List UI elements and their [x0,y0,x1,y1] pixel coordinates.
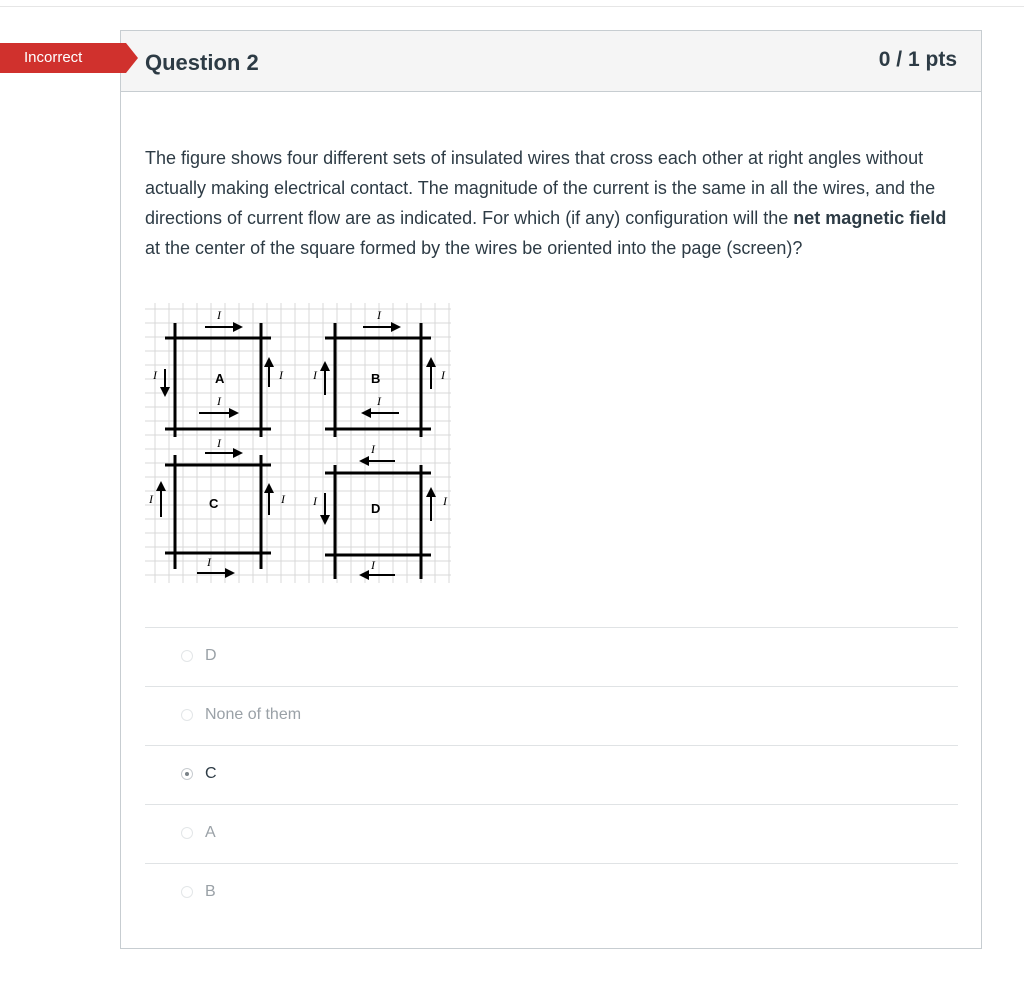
panel-a-label: A [215,371,225,386]
radio-button[interactable] [181,709,193,721]
current-label-b-left: I [313,368,317,382]
top-divider [0,6,1024,7]
question-header [121,31,981,92]
answer-option[interactable] [145,804,958,863]
radio-button[interactable] [181,650,193,662]
answer-option[interactable] [145,863,958,922]
background-grid [145,303,451,583]
panel-d-label: D [371,501,381,516]
radio-button-selected[interactable] [181,768,193,780]
answer-list [145,627,958,922]
answer-label: C [205,765,217,782]
panel-b-label: B [371,371,381,386]
current-label-b-bottom: I [377,394,381,408]
current-label-d-left: I [313,494,317,508]
current-label-a-bottom: I [217,394,221,408]
answer-label: A [205,824,216,841]
answer-label: D [205,647,217,664]
question-text-bold: net magnetic field [793,208,947,228]
badge-arrow-tip [126,43,138,73]
question-title: Question 2 [145,50,259,75]
figure-svg [145,303,457,587]
panel-c-label: C [209,496,219,511]
question-text-part-1: The figure shows four different sets of insulated wires that cross each other at right angles without actually making electrical contact. The magnitude of the current is the same in all the wires, and the directions of current flow are as indicated. For which (if any) configuration will the [145,148,936,228]
radio-button[interactable] [181,827,193,839]
radio-button[interactable] [181,886,193,898]
current-label-b-top: I [377,308,381,322]
question-card [120,30,982,949]
current-label-a-right: I [279,368,283,382]
question-points: 0 / 1 pts [878,48,957,71]
incorrect-badge: Incorrect [0,43,126,73]
question-text-part-2: at the center of the square formed by the wires be oriented into the page (screen)? [145,238,803,258]
wire-configurations-figure [145,303,457,587]
answer-label: B [205,883,216,900]
panel-a [152,308,284,437]
question-text [145,143,961,263]
current-label-d-right: I [443,494,447,508]
current-label-a-top: I [217,308,221,322]
current-label-c-right: I [281,492,285,506]
answer-option[interactable] [145,627,958,686]
current-label-a-left: I [153,368,157,382]
answer-option-selected[interactable] [145,745,958,804]
current-label-c-left: I [149,492,153,506]
answer-label: None of them [205,706,302,723]
current-label-c-bottom: I [207,555,211,569]
current-label-d-bottom: I [371,558,375,572]
current-label-c-top: I [217,436,221,450]
answer-option[interactable] [145,686,958,745]
current-label-d-top: I [371,442,375,456]
current-label-b-right: I [441,368,445,382]
